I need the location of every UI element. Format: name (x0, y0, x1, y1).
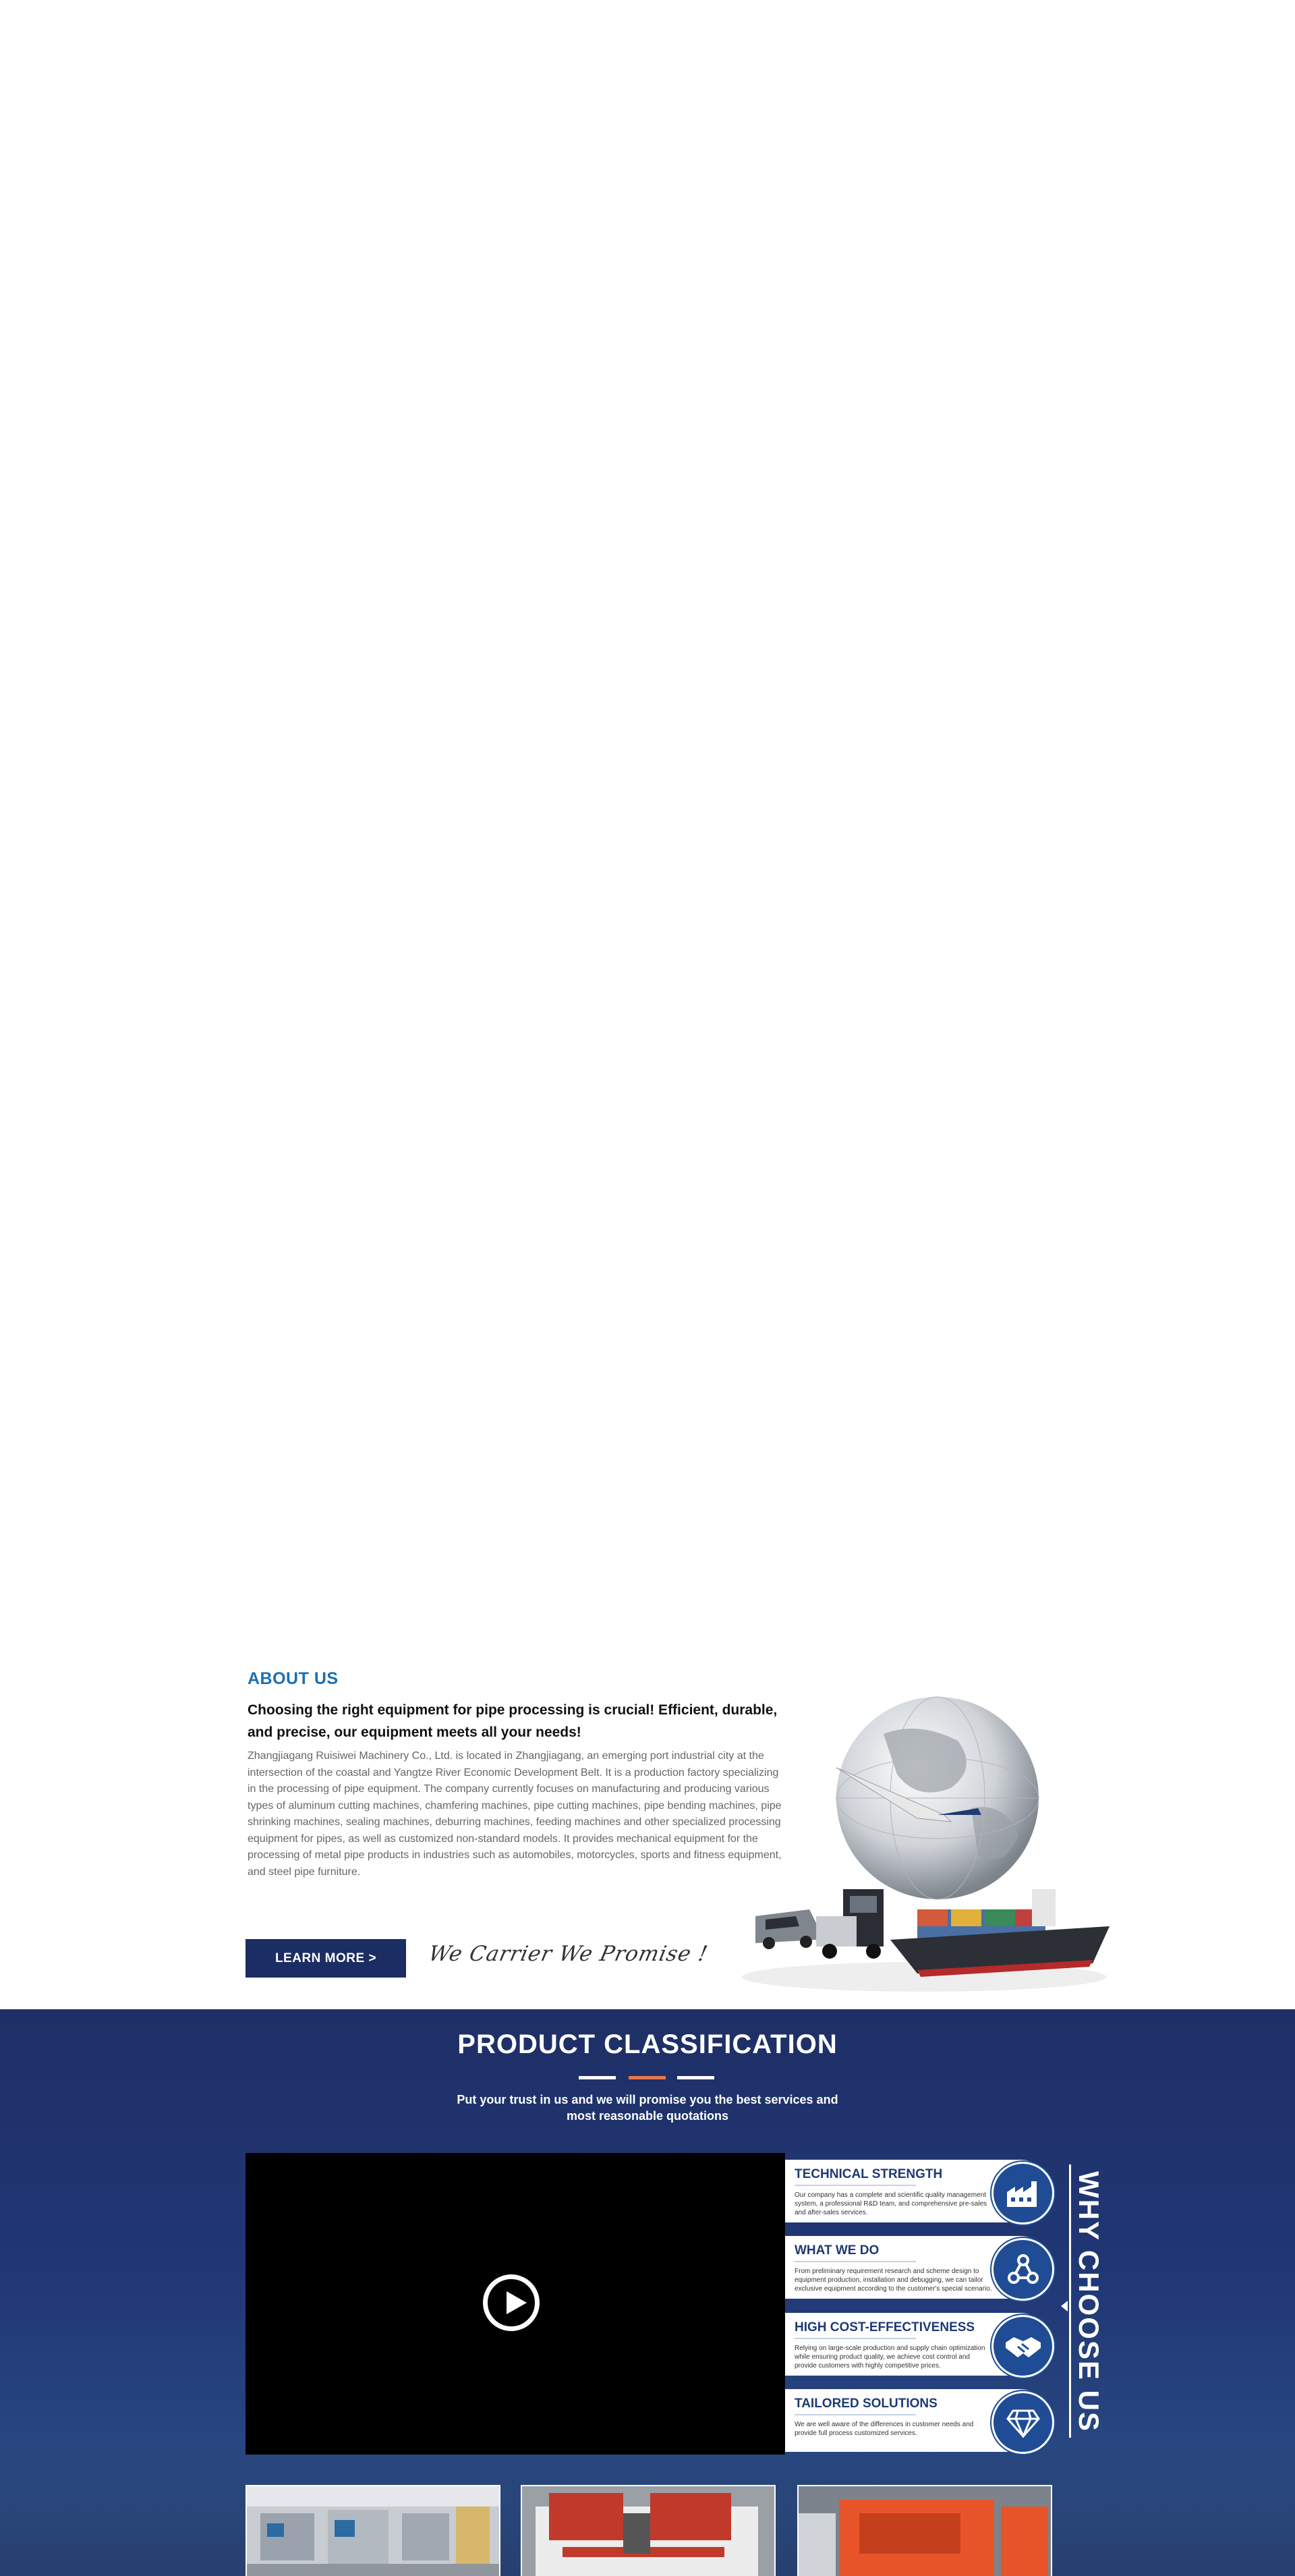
product-thumbnail[interactable] (521, 2485, 776, 2576)
feature-title: HIGH COST-EFFECTIVENESS (795, 2320, 975, 2334)
about-subtitle: Choosing the right equipment for pipe processing is crucial! Efficient, durable, and precise, our equipment meets all your needs! (248, 1702, 778, 1740)
feature-description: We are well aware of the differences in customer needs and provide full process customized services. (795, 2421, 974, 2437)
feature-description: Our company has a complete and scientific quality management system, a professional R&D team, and comprehensive pre-sales and after-sales services. (795, 2191, 987, 2216)
about-heading: ABOUT US (248, 1669, 339, 1688)
product-thumbnail[interactable] (246, 2485, 500, 2576)
slogan-signature: We Carrier We Promise ! (426, 1942, 710, 1966)
feature-card-technical-strength (785, 2160, 1052, 2222)
factory-icon (991, 2162, 1054, 2224)
feature-description: Relying on large-scale production and supply chain optimization while ensuring product quality, we achieve cost control and provide customers with highly competitive prices. (795, 2345, 985, 2370)
feature-card-tailored-solutions (785, 2389, 1052, 2452)
section-subtitle: Put your trust in us and we will promise you the best services and most reasonable quotations (457, 2093, 838, 2123)
feature-divider (795, 2338, 916, 2339)
feature-card-cost-effectiveness (785, 2313, 1052, 2376)
feature-divider (795, 2261, 916, 2262)
why-choose-us-pointer (1061, 2301, 1068, 2312)
why-choose-us-title: WHY CHOOSE US (1073, 2171, 1105, 2432)
factory-floor-image (247, 2486, 500, 2576)
title-divider (677, 2076, 714, 2079)
logistics-globe-illustration (715, 1687, 1113, 1997)
feature-divider (795, 2185, 916, 2186)
orange-machine-image (799, 2486, 1052, 2576)
feature-title: WHAT WE DO (795, 2243, 880, 2258)
video-player[interactable] (246, 2153, 785, 2455)
feature-title: TECHNICAL STRENGTH (795, 2167, 943, 2181)
feature-card-what-we-do (785, 2236, 1052, 2299)
product-thumbnail[interactable] (797, 2485, 1052, 2576)
feature-divider (795, 2414, 916, 2415)
about-description: Zhangjiagang Ruisiwei Machinery Co., Ltd. is located in Zhangjiagang, an emerging port industrial city at the intersection of the coastal and Yangtze River Economic Development Belt. It is a production factory specializing in the processing of pipe equipment. The company currently focuses on manufacturing and producing various types of aluminum cutting machines, chamfering machines, pipe cutting machines, pipe bending machines, pipe shrinking machines, sealing machines, deburring machines, feeding machines and other specialized processing equipment for pipes, as well as customized non-standard models. It provides mechanical equipment for the processing of metal pipe products in industries such as automobiles, motorcycles, sports and fitness equipment, and steel pipe furniture. (248, 1750, 782, 1878)
network-icon (991, 2238, 1054, 2301)
handshake-icon (991, 2315, 1054, 2378)
feature-description: From preliminary requirement research and scheme design to equipment production, installation and debugging, we can tailor exclusive equipment according to the customer's special scenario. (795, 2268, 992, 2293)
section-title: PRODUCT CLASSIFICATION (457, 2029, 838, 2059)
title-divider-accent (629, 2076, 666, 2079)
feature-title: TAILORED SOLUTIONS (795, 2397, 938, 2411)
product-classification-section (0, 2009, 1295, 2576)
learn-more-button[interactable]: LEARN MORE > (246, 1939, 406, 1978)
cutting-machine-image (522, 2486, 776, 2576)
title-divider (579, 2076, 616, 2079)
about-section (0, 1646, 1295, 2009)
play-icon[interactable] (483, 2274, 540, 2331)
diamond-icon (991, 2391, 1054, 2454)
